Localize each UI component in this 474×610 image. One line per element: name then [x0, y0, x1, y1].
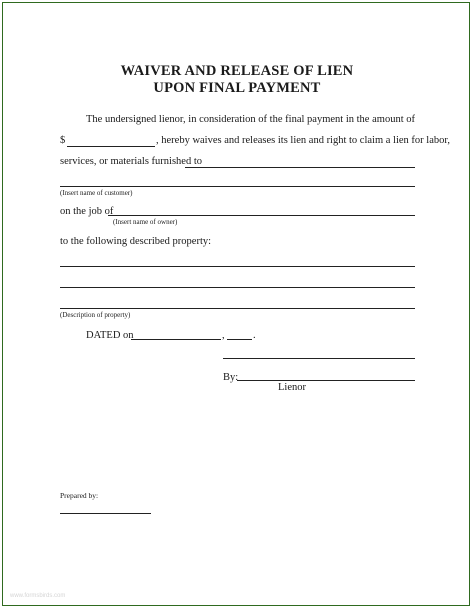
paragraph-line-2: , hereby waives and releases its lien and right to claim a lien for labor,: [156, 135, 451, 146]
lienor-signature-field[interactable]: [237, 380, 415, 381]
property-description-line-3[interactable]: [60, 308, 415, 309]
paragraph-line-3: services, or materials furnished to: [60, 156, 202, 167]
footer-watermark: www.formsbirds.com: [10, 593, 66, 599]
payment-amount-field[interactable]: [67, 146, 155, 147]
furnished-to-field[interactable]: [185, 167, 415, 168]
job-label: on the job of: [60, 206, 114, 217]
customer-name-field[interactable]: [60, 186, 415, 187]
owner-name-field[interactable]: [108, 215, 415, 216]
dated-year-field[interactable]: [227, 339, 252, 340]
customer-caption: (Insert name of customer): [60, 189, 133, 197]
lienor-name-field[interactable]: [223, 358, 415, 359]
prepared-by-label: Prepared by:: [60, 491, 99, 500]
document-title-line-2: UPON FINAL PAYMENT: [153, 80, 321, 96]
dated-comma: ,: [222, 330, 225, 341]
lienor-label: Lienor: [278, 382, 306, 393]
prepared-by-field[interactable]: [60, 513, 151, 514]
dated-label: DATED on: [86, 330, 134, 341]
document-title-line-1: WAIVER AND RELEASE OF LIEN: [120, 63, 354, 79]
dated-month-day-field[interactable]: [131, 339, 221, 340]
owner-caption: (Insert name of owner): [113, 218, 178, 226]
paragraph-line-1: The undersigned lienor, in consideration of the final payment in the amount of: [86, 114, 415, 125]
property-description-line-2[interactable]: [60, 287, 415, 288]
dated-period: .: [253, 330, 256, 341]
property-label: to the following described property:: [60, 236, 212, 247]
dollar-sign: $: [60, 135, 66, 146]
by-label: By:: [223, 372, 239, 383]
property-caption: (Description of property): [60, 311, 131, 319]
property-description-line-1[interactable]: [60, 266, 415, 267]
